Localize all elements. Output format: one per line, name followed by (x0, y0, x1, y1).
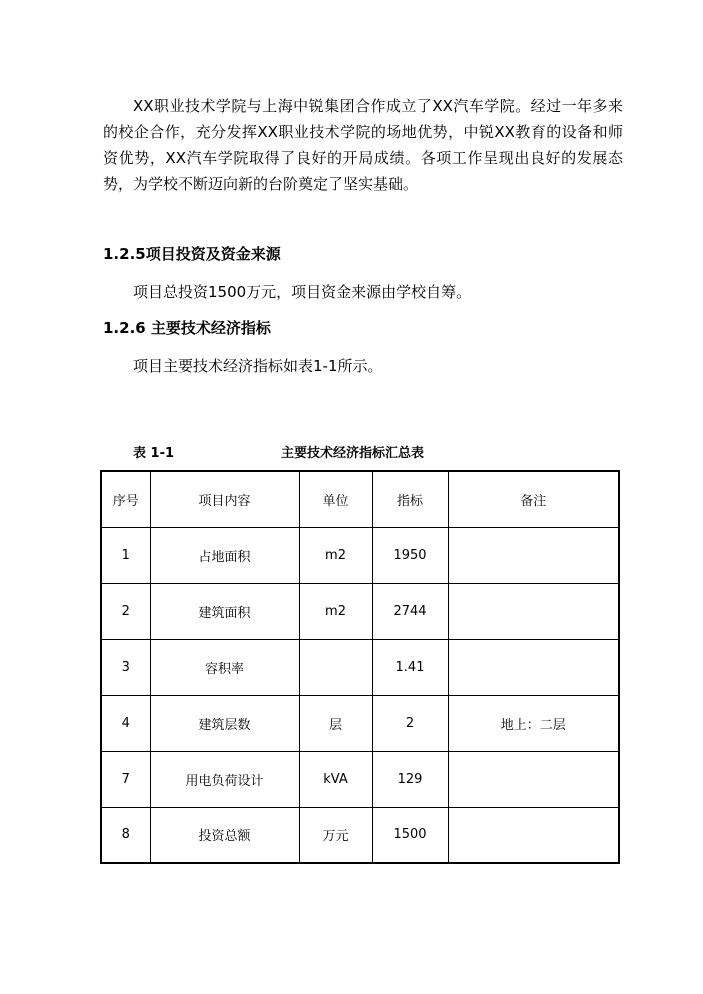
row-unit: m2 (299, 527, 372, 583)
row-remark (448, 807, 619, 863)
row-unit: kVA (299, 751, 372, 807)
row-remark: 地上：二层 (448, 695, 619, 751)
row-item: 容积率 (150, 639, 299, 695)
table-header-row (101, 471, 619, 527)
row-unit: m2 (299, 583, 372, 639)
table-row (101, 583, 619, 639)
section-heading-1-2-5: 1.2.5项目投资及资金来源 (103, 245, 281, 263)
table-row (101, 751, 619, 807)
table-row (101, 807, 619, 863)
header-cell-unit: 单位 (299, 471, 372, 527)
row-remark (448, 751, 619, 807)
row-unit: 万元 (299, 807, 372, 863)
table-number: 表 1-1 (133, 446, 175, 461)
row-item: 建筑面积 (150, 583, 299, 639)
row-value: 2 (372, 695, 448, 751)
row-index: 4 (101, 695, 150, 751)
header-cell-item: 项目内容 (150, 471, 299, 527)
row-value: 1.41 (372, 639, 448, 695)
header-cell-remark: 备注 (448, 471, 619, 527)
row-item: 建筑层数 (150, 695, 299, 751)
row-item: 投资总额 (150, 807, 299, 863)
row-unit: 层 (299, 695, 372, 751)
section-heading-1-2-6: 1.2.6 主要技术经济指标 (103, 319, 271, 337)
table-row (101, 695, 619, 751)
row-value: 1500 (372, 807, 448, 863)
header-cell-index: 序号 (101, 471, 150, 527)
row-index: 8 (101, 807, 150, 863)
row-unit (299, 639, 372, 695)
row-item: 用电负荷设计 (150, 751, 299, 807)
row-index: 2 (101, 583, 150, 639)
header-cell-value: 指标 (372, 471, 448, 527)
row-index: 3 (101, 639, 150, 695)
indicator-table (100, 470, 620, 864)
table-row (101, 639, 619, 695)
row-value: 1950 (372, 527, 448, 583)
row-index: 7 (101, 751, 150, 807)
section-text-1-2-6: 项目主要技术经济指标如表1-1所示。 (133, 357, 383, 375)
row-index: 1 (101, 527, 150, 583)
row-remark (448, 639, 619, 695)
table-row (101, 527, 619, 583)
row-value: 2744 (372, 583, 448, 639)
row-item: 占地面积 (150, 527, 299, 583)
intro-paragraph: XX职业技术学院与上海中锐集团合作成立了XX汽车学院。经过一年多来的校企合作，充分发挥XX职业技术学院的场地优势，中锐XX教育的设备和师资优势，XX汽车学院取得了良好的开局成绩。各项工作呈现出良好的发展态势，为学校不断迈向新的台阶奠定了坚实基础。 (103, 97, 623, 193)
row-remark (448, 583, 619, 639)
section-text-1-2-5: 项目总投资1500万元，项目资金来源由学校自筹。 (133, 283, 472, 301)
row-value: 129 (372, 751, 448, 807)
row-remark (448, 527, 619, 583)
table-title: 主要技术经济指标汇总表 (281, 446, 425, 461)
